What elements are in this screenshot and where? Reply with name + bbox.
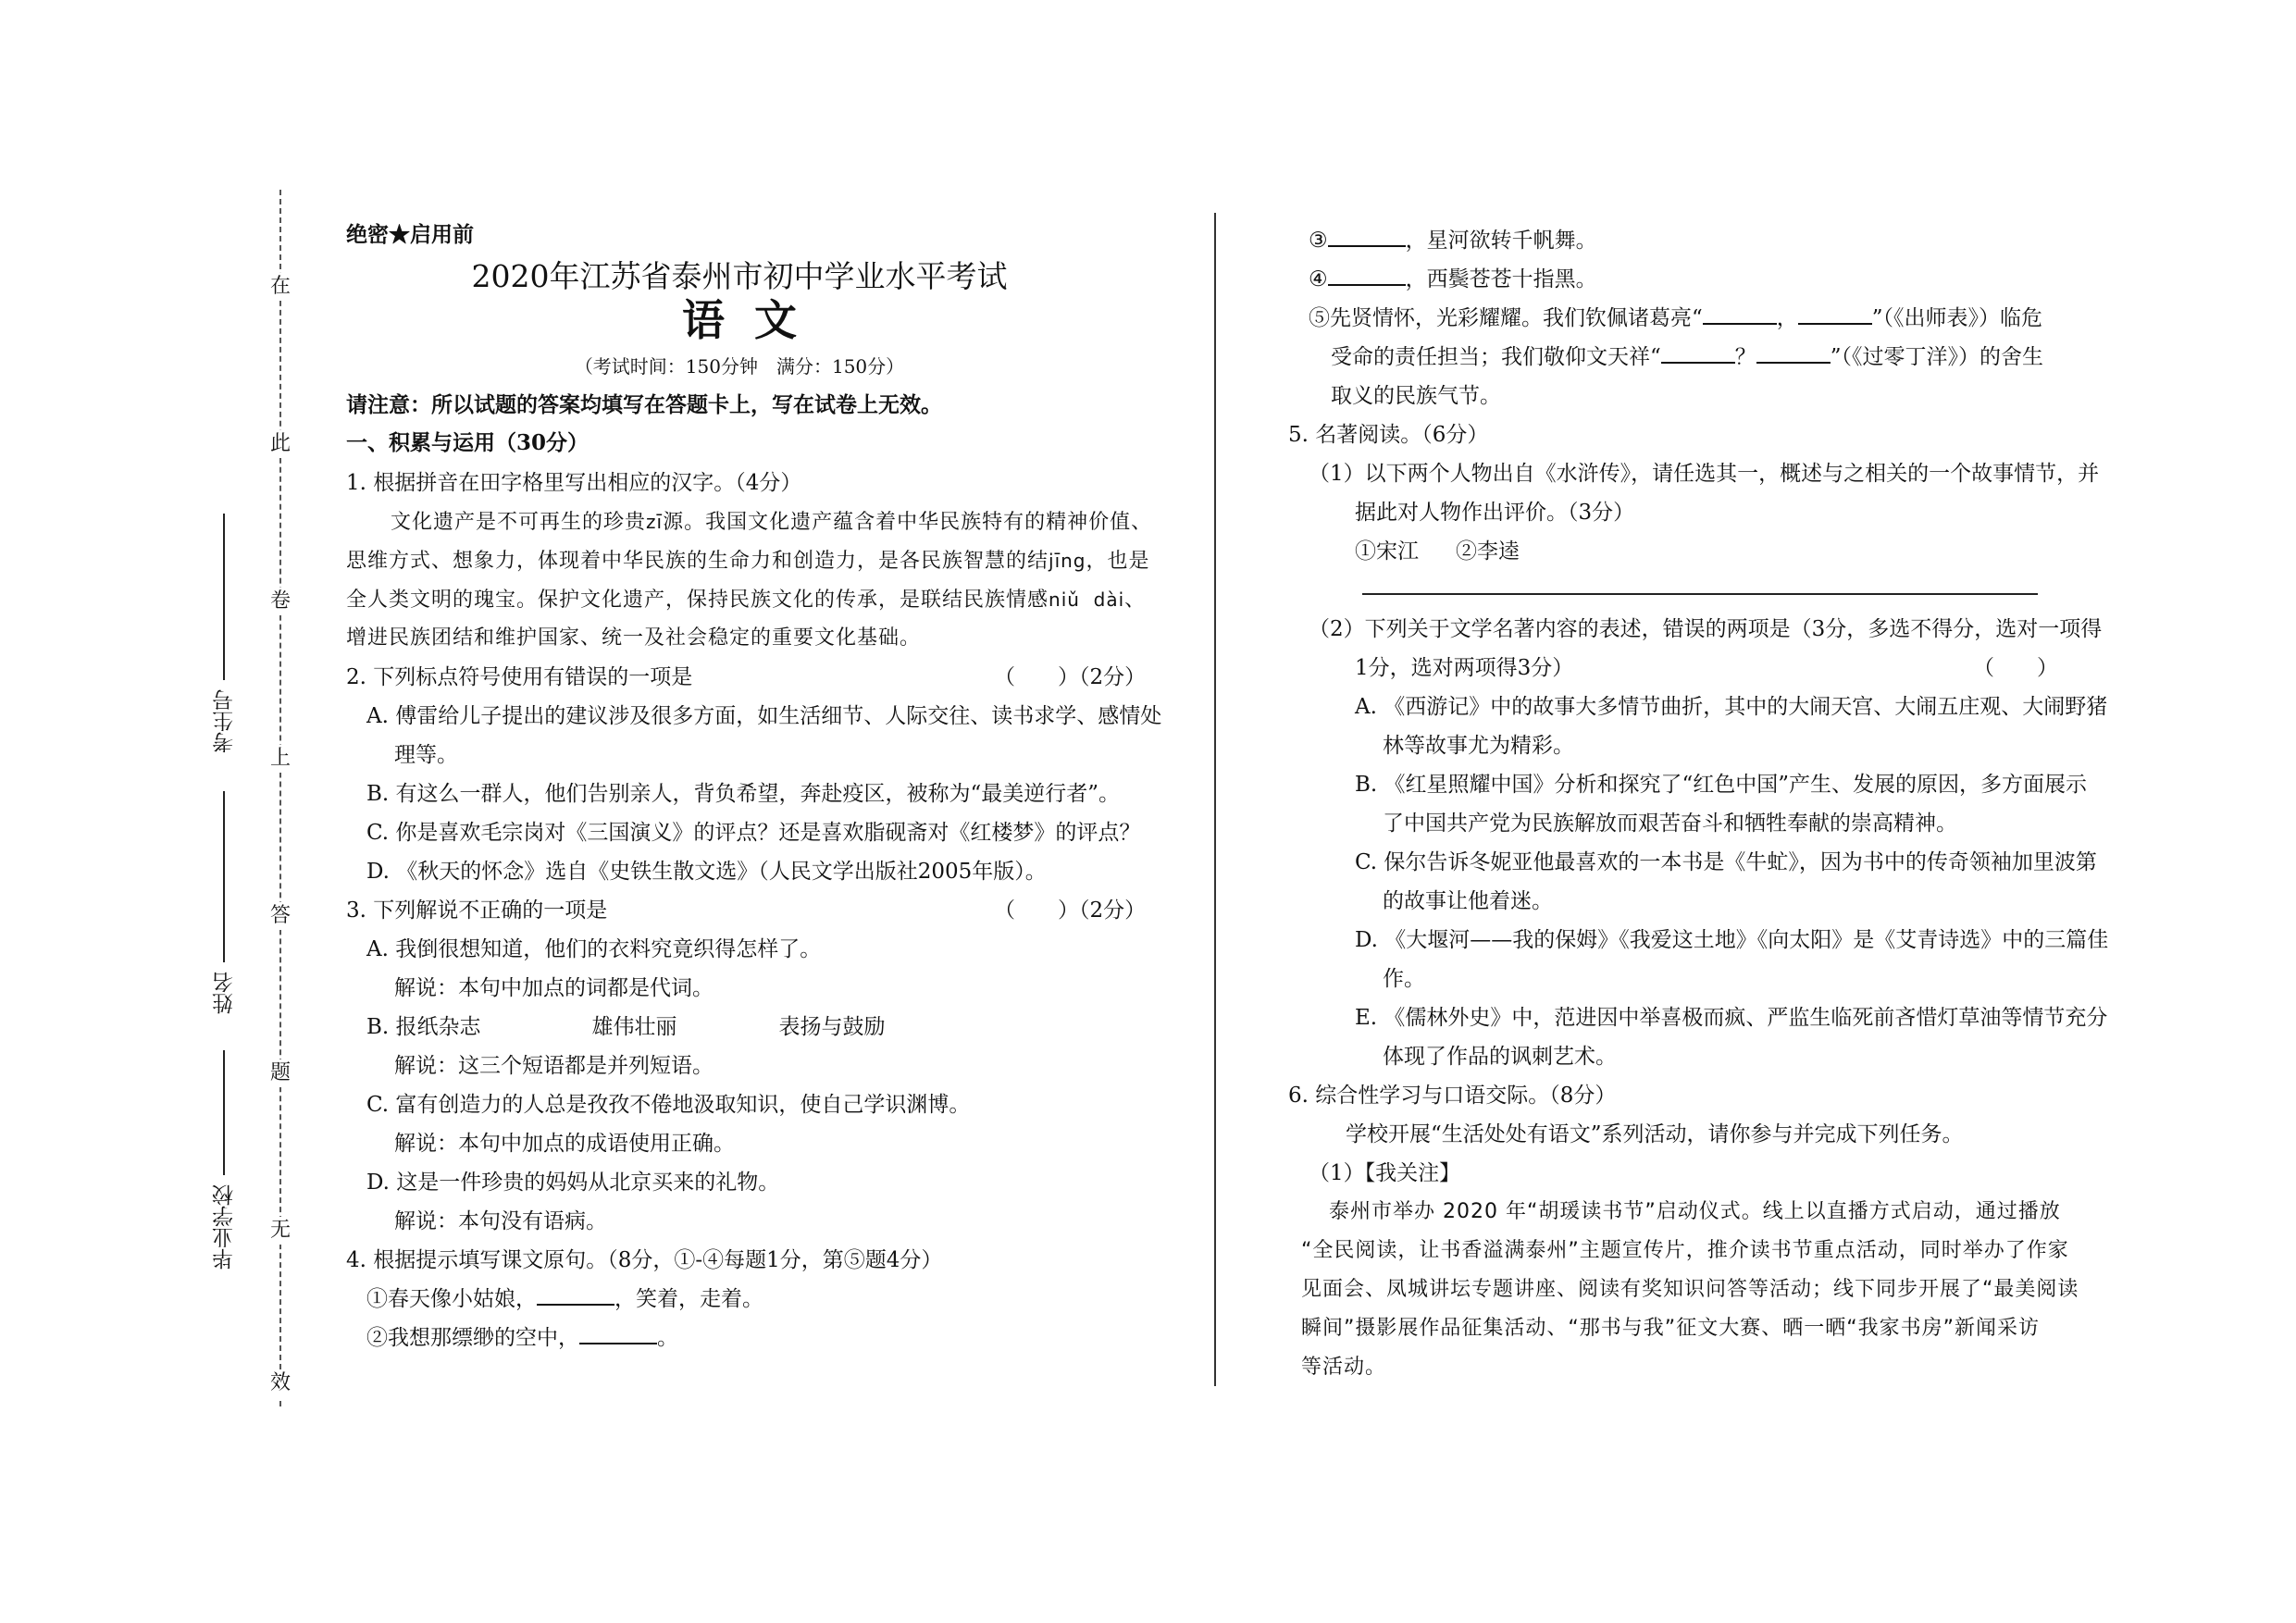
q1-text: 文化遗产是不可再生的珍贵 bbox=[391, 511, 647, 534]
section-heading: 一、积累与运用（30分） bbox=[346, 430, 590, 455]
fill-blank[interactable] bbox=[1328, 227, 1406, 247]
subject-title: 语 文 bbox=[681, 295, 798, 345]
q5-part1: （1）以下两个人物出自《水浒传》，请任选其一，概述与之相关的一个故事情节，并 bbox=[1309, 462, 2100, 486]
q4-text: ”（《过零丁洋》）的舍生 bbox=[1830, 345, 2044, 369]
q6-material-line: 瞬间”摄影展作品征集活动、“那书与我”征文大赛、晒一晒“我家书房”新闻采访 bbox=[1301, 1317, 2040, 1340]
q5-option-a-cont: 林等故事尤为精彩。 bbox=[1383, 734, 1574, 758]
q5-option-c: C. 保尔告诉冬妮亚他最喜欢的一本书是《牛虻》，因为书中的传奇领袖加里波第 bbox=[1355, 850, 2097, 874]
q5-option-a: A. 《西游记》中的故事大多情节曲折，其中的大闹天宫、大闹五庄观、大闹野猪 bbox=[1355, 695, 2108, 719]
q4-text: ①春天像小姑娘， bbox=[366, 1287, 537, 1311]
seal-char: 题 bbox=[267, 1059, 294, 1087]
q5-option-e-cont: 体现了作品的讽刺艺术。 bbox=[1383, 1045, 1617, 1069]
q1-passage-line bbox=[346, 546, 1150, 576]
q4-text: ⑤先贤情怀，光彩耀耀。我们钦佩诸葛亮“ bbox=[1309, 306, 1703, 330]
exam-number-field[interactable] bbox=[205, 514, 242, 753]
q5-option-likui: ②李逵 bbox=[1456, 539, 1520, 564]
q4-text: ③ bbox=[1309, 229, 1328, 253]
q4-text: ， bbox=[1776, 306, 1798, 330]
q4-text: ④ bbox=[1309, 267, 1328, 291]
q2-option-d: D. 《秋天的怀念》选自《史铁生散文选》（人民文学出版社2005年版）。 bbox=[366, 860, 1047, 884]
q2-answer-bracket[interactable]: （ ）（2分） bbox=[994, 665, 1147, 689]
q5-stem: 5. 名著阅读。（6分） bbox=[1288, 423, 1489, 447]
seal-char: 卷 bbox=[267, 588, 294, 615]
q1-pinyin: niǔ dài bbox=[1049, 588, 1125, 611]
fill-blank[interactable] bbox=[1703, 304, 1777, 325]
fill-blank[interactable] bbox=[1798, 304, 1872, 325]
q4-text: ”（《出师表》）临危 bbox=[1871, 306, 2043, 330]
fill-blank[interactable] bbox=[537, 1285, 614, 1306]
q5-answer-line[interactable] bbox=[1362, 593, 2038, 595]
q5-option-c-cont: 的故事让他着迷。 bbox=[1383, 889, 1553, 913]
seal-char: 在 bbox=[267, 273, 294, 301]
q4-text: ？ bbox=[1734, 345, 1756, 369]
q1-pinyin: zī bbox=[646, 511, 664, 533]
q5-option-songjiang: ①宋江 bbox=[1355, 539, 1419, 564]
seal-char: 无 bbox=[267, 1217, 294, 1245]
q6-part1-heading: （1）【我关注】 bbox=[1309, 1161, 1461, 1185]
seal-char: 上 bbox=[267, 745, 294, 773]
q1-passage-line bbox=[346, 585, 1146, 615]
q5-answer-bracket[interactable]: （ ） bbox=[1973, 656, 2058, 680]
column-divider bbox=[1214, 213, 1216, 1386]
q3-option-a-note: 解说：本句中加点的词都是代词。 bbox=[394, 976, 714, 1000]
q3-answer-bracket[interactable]: （ ）（2分） bbox=[994, 898, 1147, 923]
q5-part2-cont: 1分，选对两项得3分） bbox=[1355, 656, 1574, 680]
q5-part2: （2）下列关于文学名著内容的表述，错误的两项是（3分，多选不得分，选对一项得 bbox=[1309, 617, 2103, 641]
q5-option-e: E. 《儒林外史》中，范进因中举喜极而疯、严监生临死前吝惜灯草油等情节充分 bbox=[1355, 1006, 2108, 1030]
q3-option-b bbox=[366, 1012, 886, 1042]
q5-option-d-cont: 作。 bbox=[1383, 967, 1425, 991]
name-field[interactable] bbox=[205, 791, 242, 1014]
q3-option-d-note: 解说：本句没有语病。 bbox=[394, 1209, 607, 1233]
q3-option-b-note: 解说：这三个短语都是并列短语。 bbox=[394, 1054, 714, 1078]
q4-text: 受命的责任担当；我们敬仰文天祥“ bbox=[1331, 345, 1661, 369]
q6-intro: 学校开展“生活处处有语文”系列活动，请你参与并完成下列任务。 bbox=[1346, 1122, 1964, 1146]
q5-part1-options bbox=[1355, 537, 1520, 566]
classified-mark: 绝密★启用前 bbox=[346, 222, 474, 247]
q3-b-phrase: 表扬与鼓励 bbox=[778, 1015, 886, 1039]
exam-number-label: 考生号 bbox=[212, 689, 237, 753]
q3-option-a: A. 我倒很想知道，他们的衣料究竟织得怎样了。 bbox=[366, 937, 822, 961]
q4-text: ，西鬓苍苍十指黑。 bbox=[1405, 267, 1597, 291]
school-line bbox=[223, 1050, 225, 1175]
seal-char: 效 bbox=[267, 1369, 294, 1397]
q6-material-line: 等活动。 bbox=[1301, 1356, 1387, 1379]
fill-blank[interactable] bbox=[1756, 343, 1831, 364]
fill-blank[interactable] bbox=[1328, 266, 1406, 286]
q1-text: 思维方式、想象力，体现着中华民族的生命力和创造力，是各民族智慧的结 bbox=[346, 550, 1049, 573]
exam-number-line bbox=[223, 514, 225, 680]
q2-option-a-cont: 理等。 bbox=[394, 743, 458, 767]
exam-title: 2020年江苏省泰州市初中学业水平考试 bbox=[471, 258, 1008, 294]
q4-text: ②我想那缥缈的空中， bbox=[366, 1326, 579, 1350]
q3-b-phrase: B. 报纸杂志 bbox=[366, 1015, 481, 1039]
q4-item-4 bbox=[1309, 265, 1597, 294]
fill-blank[interactable] bbox=[1661, 343, 1735, 364]
q1-text: ，也是 bbox=[1086, 550, 1150, 573]
q4-text: 。 bbox=[657, 1326, 678, 1350]
q2-stem: 2. 下列标点符号使用有错误的一项是 bbox=[346, 665, 693, 689]
q1-stem: 1. 根据拼音在田字格里写出相应的汉字。（4分） bbox=[346, 471, 802, 495]
seal-char: 答 bbox=[267, 902, 294, 930]
q5-part1-cont: 据此对人物作出评价。（3分） bbox=[1355, 501, 1635, 525]
q3-option-d: D. 这是一件珍贵的妈妈从北京买来的礼物。 bbox=[366, 1171, 780, 1195]
name-line bbox=[223, 791, 225, 962]
q2-option-b: B. 有这么一群人，他们告别亲人，背负希望，奔赴疫区，被称为“最美逆行者”。 bbox=[366, 782, 1121, 806]
q3-b-phrase: 雄伟壮丽 bbox=[591, 1015, 677, 1039]
fill-blank[interactable] bbox=[579, 1324, 657, 1344]
q1-text: 源。我国文化遗产蕴含着中华民族特有的精神价值、 bbox=[663, 511, 1153, 534]
q4-item-3 bbox=[1309, 226, 1597, 255]
q4-item-2 bbox=[366, 1323, 678, 1353]
q4-text: ，星河欲转千帆舞。 bbox=[1405, 229, 1597, 253]
school-field[interactable] bbox=[205, 1050, 242, 1270]
q1-text: 、 bbox=[1124, 588, 1147, 612]
q6-material-line: 见面会、凤城讲坛专题讲座、阅读有奖知识问答等活动；线下同步开展了“最美阅读 bbox=[1301, 1278, 2079, 1301]
exam-time-info: （考试时间：150分钟 满分：150分） bbox=[574, 355, 905, 378]
name-label: 姓名 bbox=[212, 972, 237, 1014]
school-label: 毕业学校 bbox=[212, 1184, 237, 1270]
q2-option-a: A. 傅雷给儿子提出的建议涉及很多方面，如生活细节、人际交往、读书求学、感情处 bbox=[366, 704, 1162, 728]
q5-option-b-cont: 了中国共产党为民族解放而艰苦奋斗和牺牲奉献的崇高精神。 bbox=[1383, 812, 1957, 836]
q4-item-5 bbox=[1309, 304, 2042, 333]
q3-option-c: C. 富有创造力的人总是孜孜不倦地汲取知识，使自己学识渊博。 bbox=[366, 1093, 971, 1117]
q1-pinyin: jīng bbox=[1049, 550, 1086, 572]
q1-text: 全人类文明的瑰宝。保护文化遗产，保持民族文化的传承，是联结民族情感 bbox=[346, 588, 1049, 612]
q6-material-line: 泰州市举办 2020 年“胡瑗读书节”启动仪式。线上以直播方式启动，通过播放 bbox=[1329, 1200, 2061, 1223]
q2-option-c: C. 你是喜欢毛宗岗对《三国演义》的评点？还是喜欢脂砚斋对《红楼梦》的评点？ bbox=[366, 821, 1141, 845]
q1-passage-line bbox=[391, 507, 1152, 538]
q4-item-5-line-3: 取义的民族气节。 bbox=[1331, 384, 1501, 408]
q4-text: ，笑着，走着。 bbox=[614, 1287, 763, 1311]
exam-notice: 请注意：所以试题的答案均填写在答题卡上，写在试卷上无效。 bbox=[346, 392, 942, 417]
seal-char: 此 bbox=[267, 430, 294, 458]
q5-option-b: B. 《红星照耀中国》分析和探究了“红色中国”产生、发展的原因，多方面展示 bbox=[1355, 773, 2088, 797]
q4-item-5-line-2 bbox=[1331, 342, 2043, 372]
q6-stem: 6. 综合性学习与口语交际。（8分） bbox=[1288, 1084, 1617, 1108]
q3-stem: 3. 下列解说不正确的一项是 bbox=[346, 898, 608, 923]
q5-option-d: D. 《大堰河——我的保姆》《我爱这土地》《向太阳》是《艾青诗选》中的三篇佳 bbox=[1355, 928, 2109, 952]
q1-passage-line: 增进民族团结和维护国家、统一及社会稳定的重要文化基础。 bbox=[346, 626, 922, 650]
q6-material-line: “全民阅读，让书香溢满泰州”主题宣传片，推介读书节重点活动，同时举办了作家 bbox=[1301, 1239, 2069, 1262]
q4-item-1 bbox=[366, 1284, 763, 1314]
q4-stem: 4. 根据提示填写课文原句。（8分，①-④每题1分，第⑤题4分） bbox=[346, 1248, 943, 1272]
q3-option-c-note: 解说：本句中加点的成语使用正确。 bbox=[394, 1132, 735, 1156]
